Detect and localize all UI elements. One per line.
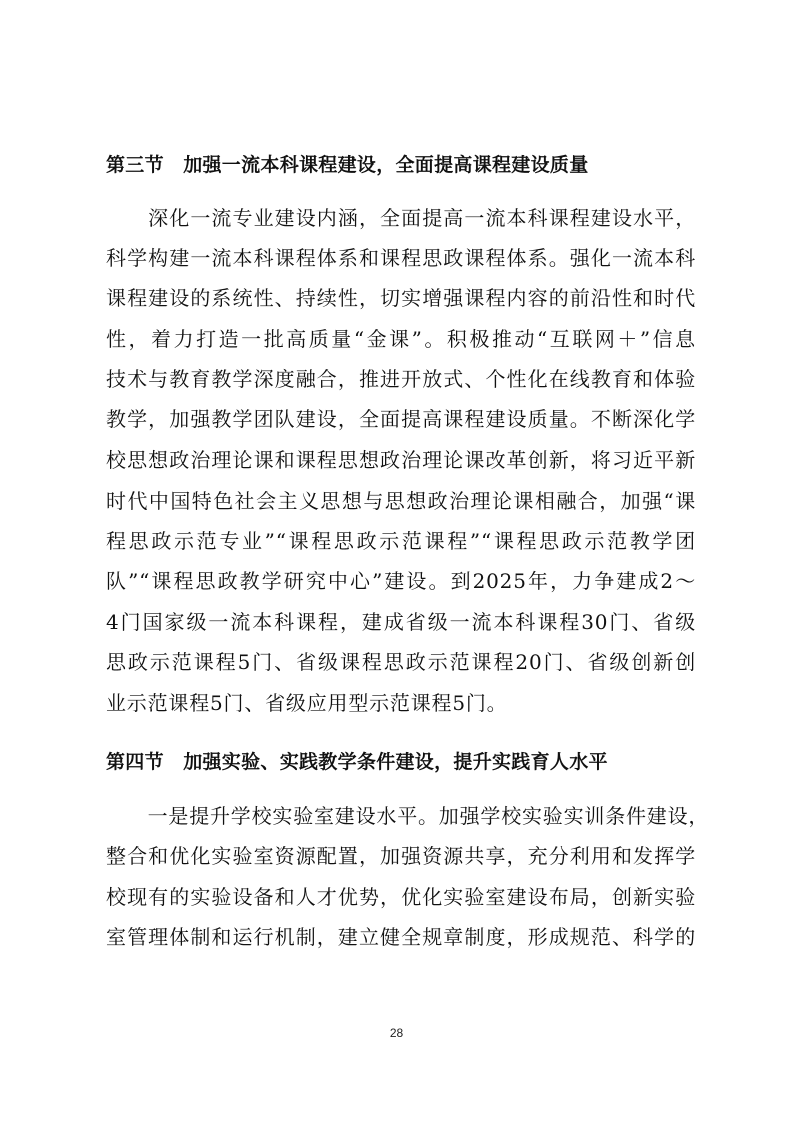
page-number: 28 [389, 1026, 404, 1040]
section4-heading: 第四节 加强实验、实践教学条件建设，提升实践育人水平 [106, 751, 608, 773]
paragraph-line: 性，着力打造一批高质量“金课”。积极推动“互联网＋”信息 [106, 327, 696, 351]
paragraph-line: 技术与教育教学深度融合，推进开放式、个性化在线教育和体验 [106, 367, 696, 391]
section3-heading: 第三节 加强一流本科课程建设，全面提高课程建设质量 [106, 154, 589, 176]
paragraph-line: 时代中国特色社会主义思想与思想政治理论课相融合，加强“课 [106, 489, 696, 513]
paragraph-line: 业示范课程5门、省级应用型示范课程5门。 [106, 691, 508, 715]
paragraph-line: 思政示范课程5门、省级课程思政示范课程20门、省级创新创 [106, 650, 696, 674]
paragraph-line: 深化一流专业建设内涵，全面提高一流本科课程建设水平， [106, 206, 696, 230]
paragraph-line: 整合和优化实验室资源配置，加强资源共享，充分利用和发挥学 [106, 844, 696, 868]
paragraph-line: 队”“课程思政教学研究中心”建设。到2025年，力争建成2～ [106, 569, 696, 593]
paragraph-line: 校思想政治理论课和课程思想政治理论课改革创新，将习近平新 [106, 448, 696, 472]
paragraph-line: 4门国家级一流本科课程，建成省级一流本科课程30门、省级 [106, 610, 696, 634]
paragraph-line: 科学构建一流本科课程体系和课程思政课程体系。强化一流本科 [106, 246, 696, 270]
paragraph-line: 校现有的实验设备和人才优势，优化实验室建设布局，创新实验 [106, 885, 696, 909]
paragraph-line: 课程建设的系统性、持续性，切实增强课程内容的前沿性和时代 [106, 286, 696, 310]
paragraph-line: 一是提升学校实验室建设水平。加强学校实验实训条件建设， [106, 804, 710, 828]
paragraph-line: 室管理体制和运行机制，建立健全规章制度，形成规范、科学的 [106, 925, 696, 949]
paragraph-line: 程思政示范专业”“课程思政示范课程”“课程思政示范教学团 [106, 529, 696, 553]
paragraph-line: 教学，加强教学团队建设，全面提高课程建设质量。不断深化学 [106, 407, 696, 431]
